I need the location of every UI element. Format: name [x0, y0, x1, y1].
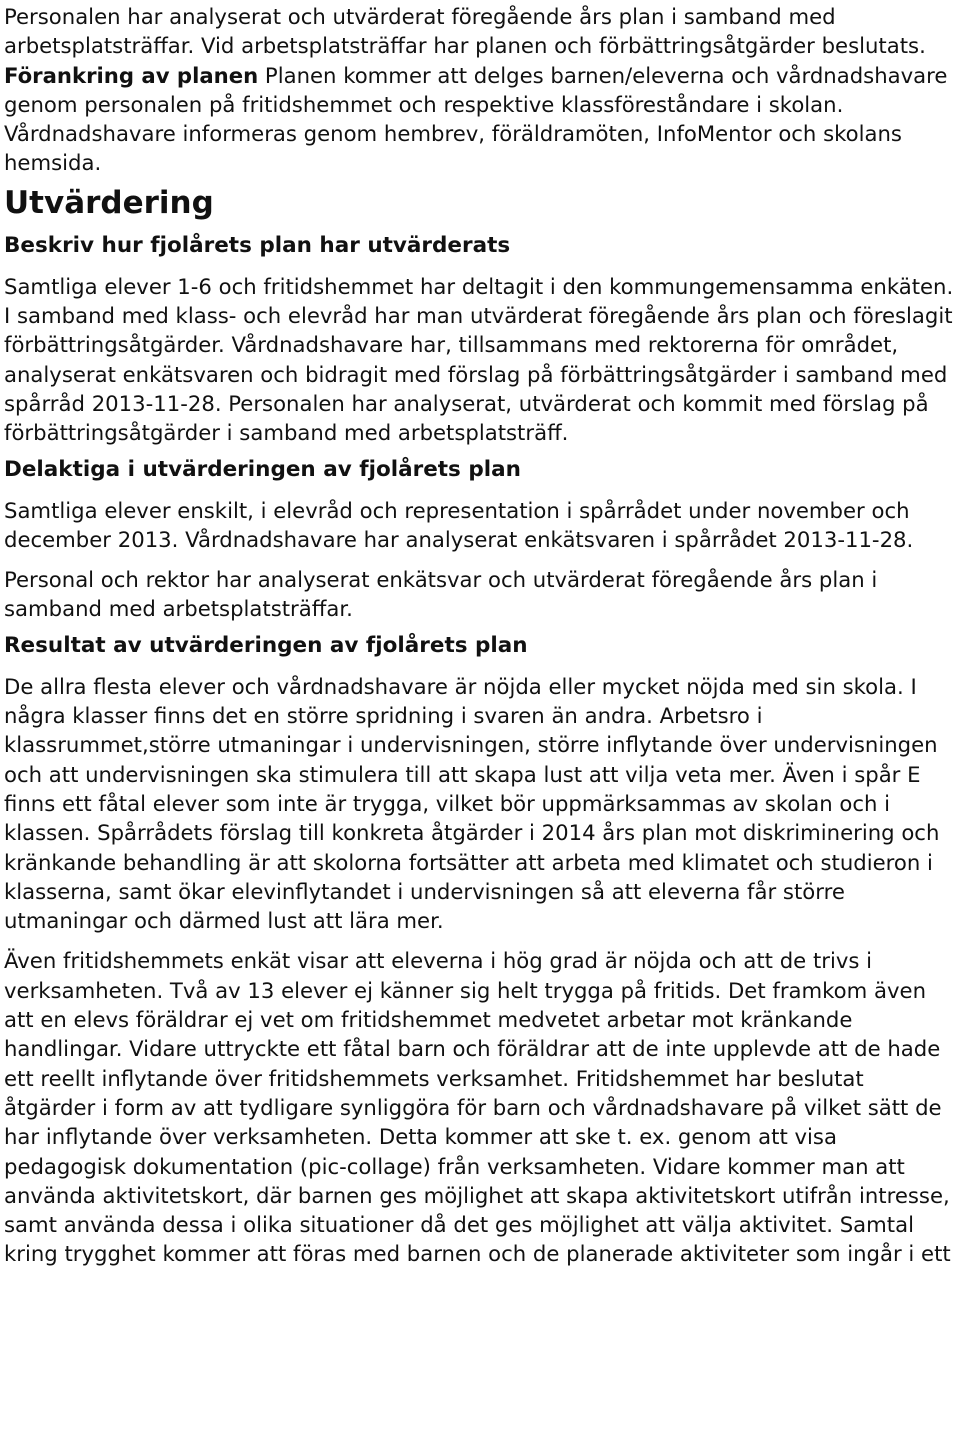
- resultat-heading: Resultat av utvärderingen av fjolårets plan: [4, 632, 528, 658]
- delaktiga-paragraph-1: Samtliga elever enskilt, i elevråd och representation i spårrådet under november och december 2013. Vårdnadshavare har analyserat enkätsvaren i spårrådet 2013-11-28.: [4, 497, 914, 552]
- intro-paragraph: Personalen har analyserat och utvärderat föregående års plan i samband med arbetsplatsträffar. Vid arbetsplatsträffar har planen och förbättringsåtgärder beslutats.: [4, 4, 926, 59]
- document-page: [4, 2, 954, 1269]
- delaktiga-paragraph-2: Personal och rektor har analyserat enkätsvar och utvärderat föregående års plan i samband med arbetsplatsträffar.: [4, 567, 878, 622]
- forankring-text: Planen kommer att delges barnen/eleverna och vårdnadshavare genom personalen på fritidshemmet och respektive klassföreståndare i skolan. Vårdnadshavare informeras genom hembrev, föräldramöten, InfoMentor och skolans hemsida.: [4, 62, 948, 176]
- beskriv-paragraph: Samtliga elever 1-6 och fritidshemmet har deltagit i den kommungemensamma enkäten. I samband med klass- och elevråd har man utvärderat föregående års plan och föreslagit förbättringsåtgärder. Vårdnadshavare har, tillsammans med rektorerna för området, analyserat enkätsvaren och bidragit med förslag på förbättringsåtgärder i samband med spårråd 2013-11-28. Personalen har analyserat, utvärderat och kommit med förslag på förbättringsåtgärder i samband med arbetsplatsträff.: [4, 273, 954, 446]
- resultat-paragraph-1: De allra flesta elever och vårdnadshavare är nöjda eller mycket nöjda med sin skola. I några klasser finns det en större spridning i svaren än andra. Arbetsro i klassrummet,större utmaningar i undervisningen, större inflytande över undervisningen och att undervisningen ska stimulera till att skapa lust att vilja veta mer. Även i spår E finns ett fåtal elever som inte är trygga, vilket bör uppmärksammas av skolan och i klassen. Spårrådets förslag till konkreta åtgärder i 2014 års plan mot diskriminering och kränkande behandling är att skolorna fortsätter att arbeta med klimatet och studieron i klasserna, samt ökar elevinflytandet i undervisningen så att eleverna får större utmaningar och därmed lust att lära mer.: [4, 673, 940, 934]
- delaktiga-heading: Delaktiga i utvärderingen av fjolårets plan: [4, 456, 521, 482]
- beskriv-heading: Beskriv hur fjolårets plan har utvärderats: [4, 232, 511, 258]
- resultat-paragraph-2: Även fritidshemmets enkät visar att eleverna i hög grad är nöjda och att de trivs i verksamheten. Två av 13 elever ej känner sig helt trygga på fritids. Det framkom även att en elevs föräldrar ej vet om fritidshemmet medvetet arbetar mot kränkande handlingar. Vidare uttryckte ett fåtal barn och föräldrar att de inte upplevde att de hade ett reellt inflytande över fritidshemmets verksamhet. Fritidshemmet har beslutat åtgärder i form av att tydligare synliggöra för barn och vårdnadshavare på vilket sätt de har inflytande över verksamheten. Detta kommer att ske t. ex. genom att visa pedagogisk dokumentation (pic-collage) från verksamheten. Vidare kommer man att använda aktivitetskort, där barnen ges möjlighet att skapa aktivitetskort utifrån intresse, samt använda dessa i olika situationer då det ges möjlighet att välja aktivitet. Samtal kring trygghet kommer att föras med barnen och de planerade aktiviteter som ingår i ett: [4, 948, 951, 1267]
- forankring-paragraph: [4, 61, 954, 178]
- forankring-lead: Förankring av planen: [4, 62, 259, 88]
- section-title: Utvärdering: [4, 184, 214, 221]
